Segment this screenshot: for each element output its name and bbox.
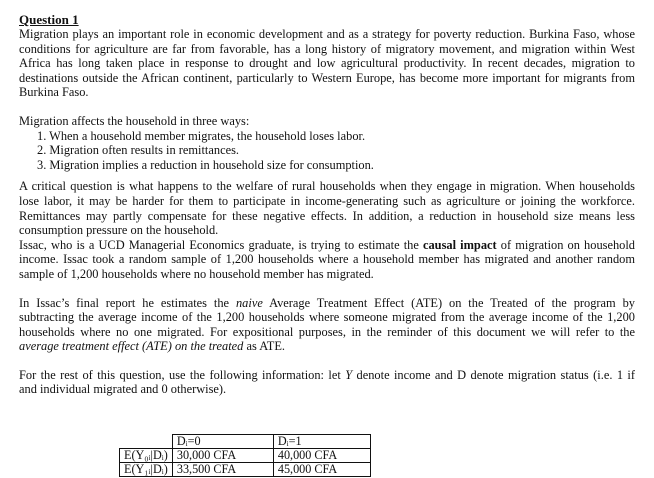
text-line: and individual migrated and 0 otherwise). xyxy=(19,382,227,397)
text-run: For the rest of this question, use the following information: let xyxy=(19,367,341,382)
row-label: E(Y₀ᵢ|Dᵢ) xyxy=(120,449,173,463)
text-line xyxy=(19,368,635,383)
effects-list xyxy=(19,129,635,173)
paragraph-critical-question xyxy=(19,179,635,237)
text-line: Burkina Faso. xyxy=(19,85,89,100)
table-cell: 30,000 CFA xyxy=(172,449,273,463)
expected-income-table xyxy=(119,434,371,477)
text-run: denote income and D denote migration status (i.e. 1 if xyxy=(356,367,636,382)
paragraph-rest-info xyxy=(19,368,635,397)
text-run: of migration on household xyxy=(500,237,635,252)
italic-term: naive xyxy=(235,295,263,310)
effects-intro-text: Migration affects the household in three ways: xyxy=(19,113,250,128)
text-line: A critical question is what happens to the welfare of rural households when they engage in migration. When households xyxy=(19,179,635,194)
text-line: Migration plays an important role in economic development and as a strategy for poverty reduction. Burkina Faso, whose xyxy=(19,27,635,41)
table-header-row xyxy=(120,435,371,449)
table-row xyxy=(120,463,371,477)
text-line: Africa has long taken place in response to drought and low agricultural productivity. In recent decades, migration to xyxy=(19,56,635,71)
text-line: Remittances may partly compensate for these negative effects. In addition, a reduction in household size means less xyxy=(19,208,635,223)
row-label: E(Y₁ᵢ|Dᵢ) xyxy=(120,463,173,477)
text-line: income. Issac took a random sample of 1,200 households where a household member has migrated and another random xyxy=(19,252,635,267)
bold-term: causal impact xyxy=(422,237,497,252)
table-cell: 40,000 CFA xyxy=(273,449,370,463)
text-line xyxy=(19,238,635,253)
table-row xyxy=(120,449,371,463)
text-run: In Issac’s final report he estimates the xyxy=(19,295,230,310)
text-line xyxy=(19,296,635,311)
list-item: 1. When a household member migrates, the household loses labor. xyxy=(37,128,366,143)
text-line: subtracting the average income of the 1,200 households where someone migrated from the average income of the 1,200 xyxy=(19,310,635,325)
variable-y: Y xyxy=(345,367,353,382)
list-item: 2. Migration often results in remittances. xyxy=(37,143,239,158)
column-header-d0: Dᵢ=0 xyxy=(172,435,273,449)
text-line xyxy=(19,339,635,354)
text-line: conditions for agriculture are far from favorable, has a long history of migratory movement, and migration within West xyxy=(19,41,635,56)
text-line: lose labor, it may be harder for them to participate in income-generating such as agriculture or joining the workforce. xyxy=(19,193,635,208)
paragraph-effects-intro xyxy=(19,114,635,129)
question-title: Question 1 xyxy=(19,12,79,27)
text-line: households where no one migrated. For expositional purposes, in the reminder of this document we will refer to the xyxy=(19,324,635,339)
text-line: destinations outside the African continent, particularly to Western Europe, has become more important for migrants from xyxy=(19,70,635,85)
text-run: Issac, who is a UCD Managerial Economics graduate, is trying to estimate the xyxy=(19,237,419,252)
text-line: consumption pressure on the household. xyxy=(19,223,219,238)
table-corner-cell xyxy=(120,435,173,449)
column-header-d1: Dᵢ=1 xyxy=(273,435,370,449)
list-item: 3. Migration implies a reduction in household size for consumption. xyxy=(37,157,374,172)
paragraph-issac xyxy=(19,238,635,282)
table-cell: 45,000 CFA xyxy=(273,463,370,477)
italic-term: average treatment effect (ATE) on the treated xyxy=(19,339,244,354)
text-run: Average Treatment Effect (ATE) on the Treated of the program by xyxy=(269,295,635,310)
text-run: as ATE. xyxy=(246,339,285,354)
table-cell: 33,500 CFA xyxy=(172,463,273,477)
paragraph-final-report xyxy=(19,296,635,354)
document-page xyxy=(19,12,635,397)
text-line: sample of 1,200 households where no household member has migrated. xyxy=(19,266,374,281)
paragraph-intro xyxy=(19,27,635,100)
